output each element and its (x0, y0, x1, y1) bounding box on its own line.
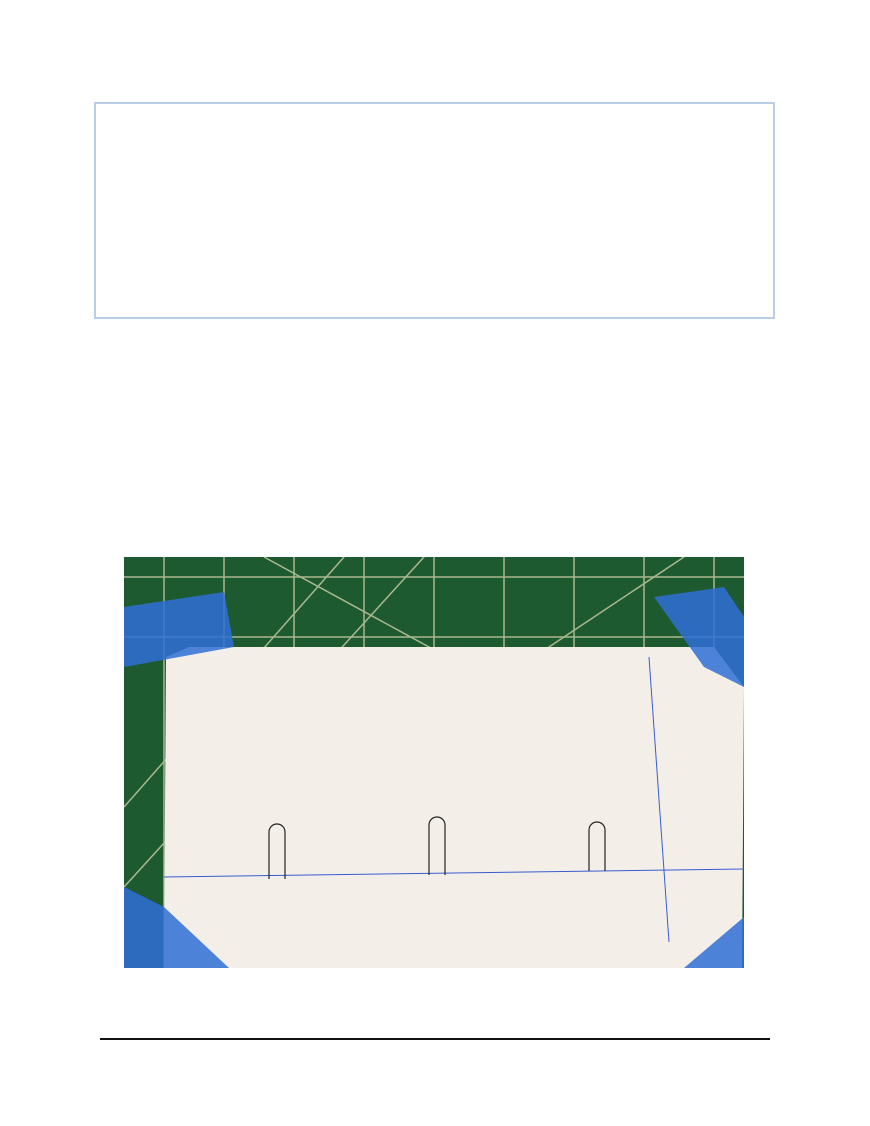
photo-wrap-template (124, 557, 744, 968)
footer-divider (100, 1038, 770, 1040)
notes-box (94, 102, 775, 319)
photo-image (124, 557, 744, 968)
styrene-sheet (164, 647, 744, 968)
